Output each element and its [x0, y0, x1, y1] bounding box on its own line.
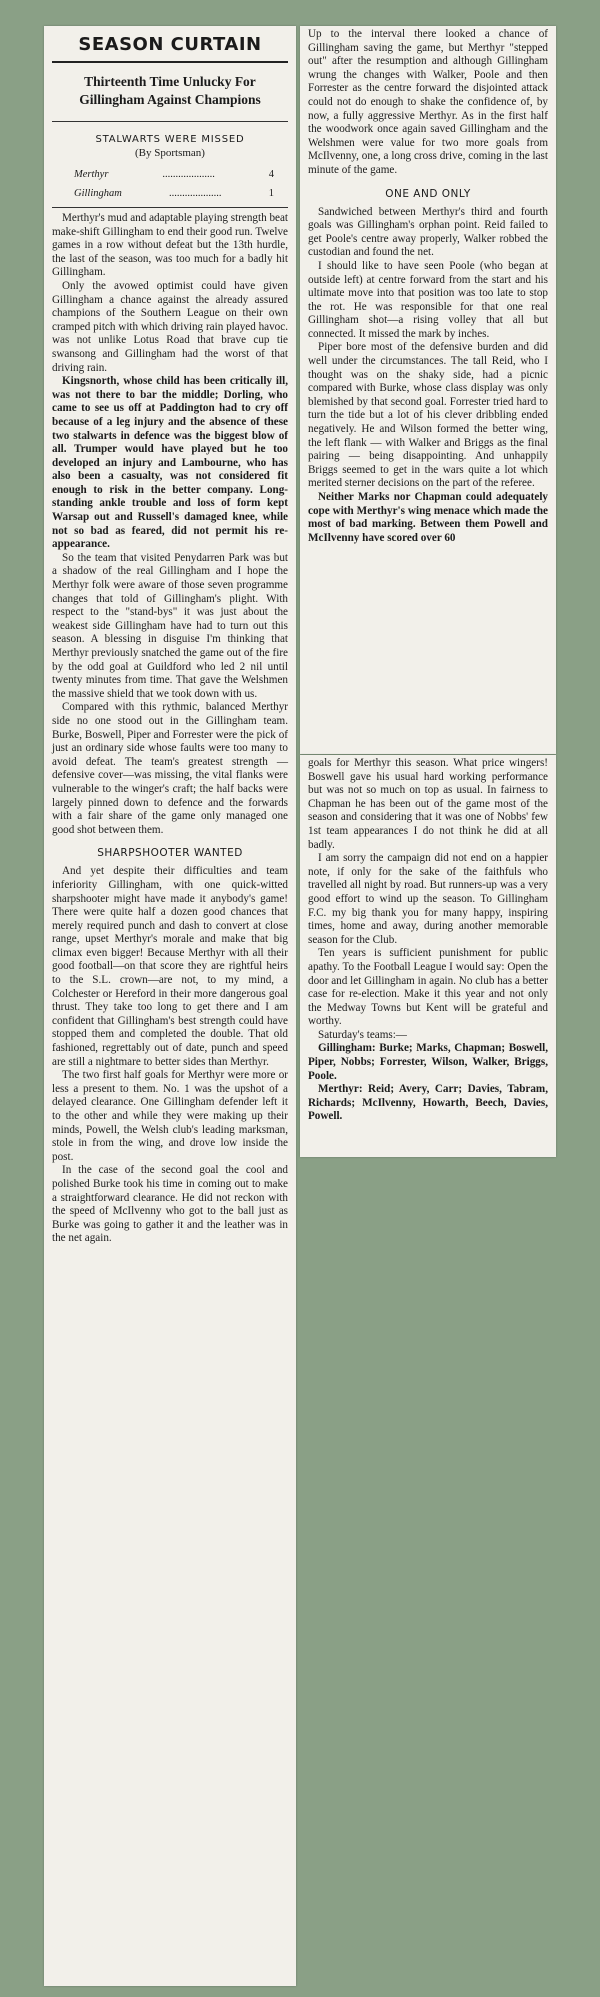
paragraph: So the team that visited Penydarren Park was but a shadow of the real Gillingham and I hope the Merthyr folk were aware of those seven programme changes that told of Gillingham's plight. With respect to the "stand-bys" it was just about the weakest side Gillingham have had to turn out this season. A blessing in disguise I'm thinking that Merthyr previously snatched the game out of the fire by the odd goal at Guildford who led 2 nil until twenty minutes from time. That gave the Welshmen the massive shield that we took down with us.: [52, 551, 288, 700]
score-team: Gillingham: [74, 188, 122, 199]
article-column-left: [44, 26, 296, 1986]
paragraph: I am sorry the campaign did not end on a happier note, if only for the sake of the faithfuls who travelled all night by road. But runners-up was a very good effort to wind up the season. To Gillingham F.C. my big thank you for many happy, inspiring times, home and away, during another memorable season for the Club.: [308, 852, 548, 946]
paragraph: Only the avowed optimist could have given Gillingham a chance against the already assured champions of the Southern League on their own cramped pitch with which driving rain played havoc. was not unlike Lotus Road that brave cup tie swansong and Gillingham had the worst of that driving rain.: [52, 279, 288, 374]
score-goals: 1: [268, 188, 274, 199]
score-row-merthyr: [74, 169, 274, 180]
paragraph: Kingsnorth, whose child has been critically ill, was not there to bar the middle; Dorling, who came to see us off at Paddington had to cry off because of a leg injury and the absence of these two stalwarts in defence was the biggest blow of all. Trumper would have played but he too developed an injury and Lambourne, who has also been a casualty, was not considered fit enough to risk in the better company. Long-standing ankle trouble and loss of form kept Warsap out and Russell's damaged knee, while not so bad as feared, did not permit his re-appearance.: [52, 375, 288, 551]
paragraph: Piper bore most of the defensive burden and did well under the circumstances. The tall Reid, who I thought was on the shaky side, had a picnic compared with Burke, whose class display was only blemished by that second goal. Forrester tried hard to turn the tide but a lot of his clever dribbling ended negatively. He and Wilson formed the better wing, the left flank — with Walker and Briggs as the final pairing — being disappointing. And unhappily Briggs seemed to get in the wars quite a lot which merited sterner decisions on the part of the referee.: [308, 341, 548, 490]
paragraph: goals for Merthyr this season. What price wingers! Boswell gave his usual hard working performance but was not so much on top as usual. In fairness to Chapman he has been out of the game most of the season and considering that it was one of Nobbs' few 1st team appearances I do not think he did at all badly.: [308, 757, 548, 851]
paragraph: Ten years is sufficient punishment for public apathy. To the Football League I would say: Open the door and let Gillingham in again. No club has a better case for re-election. Make it this year and not only the Medway Towns but Kent will be grateful and worthy.: [308, 947, 548, 1028]
teams-label: Saturday's teams:—: [318, 1028, 407, 1041]
teams-merthyr: Merthyr: Reid; Avery, Carr; Davies, Tabram, Richards; McIlvenny, Howarth, Beech, Davies, Powell.: [308, 1083, 548, 1123]
paragraph: And yet despite their difficulties and team inferiority Gillingham, with one quick-witted sharpshooter might have made it anybody's game! There were quite half a dozen good chances that merely required punch and dash to convert at close range, upset Merthyr's morale and make that big climax even bigger! Because Merthyr with all their good football—on that score they are rightful heirs to the S.L. crown—are not, to my mind, a Colchester or Hereford in their more dangerous goal thrust. They take too long to get there and I am confident that Gillingham's best strength could have stopped them and completed the double. That old fashioned, regrettably out of date, punch and speed are still a nightmare to better sides than Merthyr.: [52, 865, 288, 1068]
score-rule: [52, 207, 288, 208]
paragraph: The two first half goals for Merthyr were more or less a present to them. No. 1 was the upshot of a delayed clearance. One Gillingham defender left it to the other and while they were making up their minds, Powell, the Welsh club's leading marksman, stole in from the wing, and drove low inside the post.: [52, 1069, 288, 1163]
paragraph: Up to the interval there looked a chance of Gillingham saving the game, but Merthyr "stepped out" after the resumption and although Gillingham wrung the changes with Walker, Poole and then Forrester as the centre forward the disjointed attack could not do enough to shake the confidence of, by now, a fully aggressive Merthyr. As in the first half the woodwork once again saved Gillingham and the Welshmen were value for two more goals from McIlvenny, one, a long cross drive, coming in the last minute of the game.: [308, 28, 548, 176]
teams-gillingham: Gillingham: Burke; Marks, Chapman; Boswell, Piper, Nobbs; Forrester, Wilson, Walker, Briggs, Poole.: [308, 1042, 548, 1082]
byline: (By Sportsman): [135, 147, 205, 159]
headline-rule: [52, 61, 288, 63]
score-dots: ....................: [162, 169, 215, 180]
article-column-right-top: [300, 26, 556, 754]
section-heading-one-and-only: ONE AND ONLY: [385, 187, 471, 200]
headline: SEASON CURTAIN: [78, 34, 262, 55]
paragraph: Compared with this rythmic, balanced Merthyr side no one stood out in the Gillingham team. Burke, Boswell, Piper and Forrester were the pick of just an ordinary side whose faults were too many to avoid defeat. The team's greatest strength — defensive cover—was missing, the vital flanks were vulnerable to the winger's craft; the half backs were largely pinned down to defence and the forwards with a fair share of the game only managed one good shot between them.: [52, 701, 288, 836]
score-row-gillingham: [74, 188, 274, 199]
subheadline-rule: [52, 121, 288, 122]
article-column-right-bottom: [300, 755, 556, 1157]
score-goals: 4: [268, 169, 274, 180]
paragraph: I should like to have seen Poole (who began at outside left) at centre forward from the start and his ultimate move into that position was too late to stop the rot. He was responsible for that one real Gillingham shot—a rising volley that all but connected. It missed the mark by inches.: [308, 259, 548, 340]
paragraph: In the case of the second goal the cool and polished Burke took his time in coming out to make a straightforward clearance. He did not reckon with the speed of McIlvenny who got to the ball just as Burke was going to gather it and the leather was in the net again.: [52, 1164, 288, 1245]
paragraph: Sandwiched between Merthyr's third and fourth goals was Gillingham's orphan point. Reid failed to get Poole's centre away properly, Walker robbed the custodian and found the net.: [308, 205, 548, 259]
paragraph: Neither Marks nor Chapman could adequately cope with Merthyr's wing menace which made the most of bad marking. Between them Powell and McIlvenny have scored over 60: [308, 491, 548, 544]
score-team: Merthyr: [74, 169, 109, 180]
paragraph: Merthyr's mud and adaptable playing strength beat make-shift Gillingham to end their good run. Twelve games in a row without defeat but the 13th hurdle, the last of the season, was too much for a badly hit Gillingham.: [52, 212, 288, 279]
subheadline: Thirteenth Time Unlucky For Gillingham Against Champions: [79, 74, 261, 107]
crosshead: STALWARTS WERE MISSED: [95, 134, 245, 145]
score-dots: ....................: [169, 188, 222, 199]
section-heading-sharpshooter: SHARPSHOOTER WANTED: [97, 847, 243, 860]
